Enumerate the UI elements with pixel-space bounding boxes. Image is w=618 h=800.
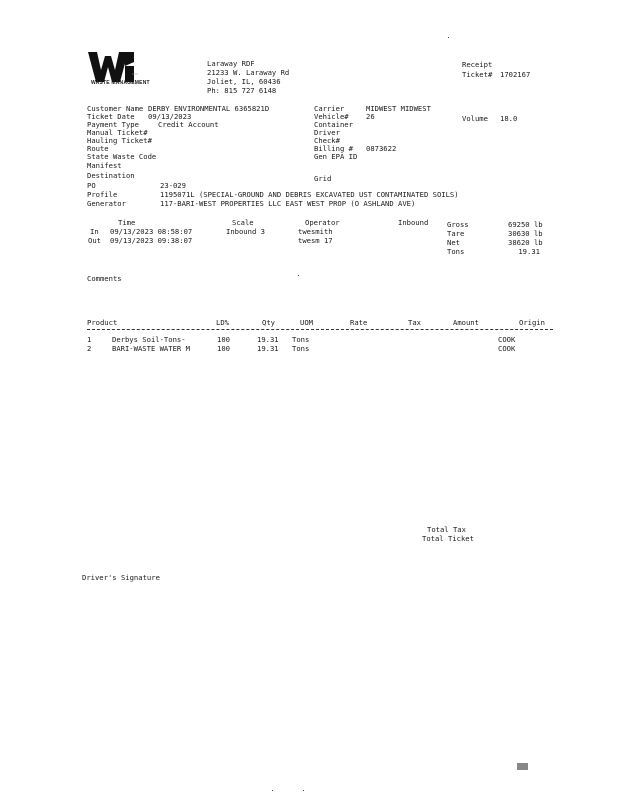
logo-text: WASTE MANAGEMENT — [91, 80, 150, 86]
weigh-header-inbound: Inbound — [398, 218, 429, 227]
scan-speck — [303, 790, 304, 791]
value-vehicle: 26 — [366, 112, 375, 121]
ticket-label: Ticket# — [462, 70, 493, 79]
comments-label: Comments — [87, 274, 122, 283]
waste-management-logo — [88, 52, 138, 82]
weigh-header-operator: Operator — [305, 218, 340, 227]
summary-net-value: 38620 lb — [508, 238, 543, 247]
label-manifest: Manifest — [87, 161, 122, 170]
ticket-number: 1702167 — [500, 70, 531, 79]
product-header-amount: Amount — [453, 318, 479, 327]
weigh-row-time: 09/13/2023 08:58:07 — [110, 227, 193, 236]
driver-signature-label: Driver's Signature — [82, 573, 160, 582]
weigh-row-direction: In — [90, 227, 99, 236]
value-generator: 117-BARI-WEST PROPERTIES LLC EAST WEST PROP (O ASHLAND AVE) — [160, 199, 416, 208]
product-header-product: Product — [87, 318, 118, 327]
product-header-tax: Tax — [408, 318, 421, 327]
label-payment-type: Payment Type — [87, 120, 139, 129]
volume-value: 18.0 — [500, 114, 518, 123]
total-tax-label: Total Tax — [427, 525, 466, 534]
weigh-header-time: Time — [118, 218, 136, 227]
receipt-title: Receipt — [462, 60, 493, 69]
summary-net-label: Net — [447, 238, 460, 247]
summary-gross-value: 69250 lb — [508, 220, 543, 229]
label-check: Check# — [314, 136, 340, 145]
summary-tons-value: 19.31 — [518, 247, 540, 256]
product-row-ld: 100 — [217, 344, 230, 353]
product-row-qty: 19.31 — [257, 335, 279, 344]
product-row-uom: Tons — [292, 335, 310, 344]
header-divider — [87, 329, 553, 330]
value-ticket-date: 09/13/2023 — [148, 112, 192, 121]
label-generator: Generator — [87, 199, 126, 208]
label-state-waste-code: State Waste Code — [87, 152, 157, 161]
weigh-header-scale: Scale — [232, 218, 254, 227]
summary-tons-label: Tons — [447, 247, 465, 256]
label-route: Route — [87, 144, 109, 153]
product-row-origin: COOK — [498, 344, 516, 353]
label-manual-ticket: Manual Ticket# — [87, 128, 148, 137]
scan-speck — [298, 275, 299, 276]
facility-phone: Ph: 815 727 6148 — [207, 86, 277, 95]
volume-label: Volume — [462, 114, 488, 123]
product-header-rate: Rate — [350, 318, 368, 327]
label-customer-name: Customer Name — [87, 104, 144, 113]
label-po: PO — [87, 181, 96, 190]
product-header-origin: Origin — [519, 318, 545, 327]
label-ticket-date: Ticket Date — [87, 112, 135, 121]
product-row-name: BARI-WASTE WATER M — [112, 344, 190, 353]
label-profile: Profile — [87, 190, 118, 199]
label-destination: Destination — [87, 171, 135, 180]
product-row-origin: COOK — [498, 335, 516, 344]
summary-tare-value: 30630 lb — [508, 229, 543, 238]
scan-speck — [448, 37, 449, 38]
facility-address: 21233 W. Laraway Rd — [207, 68, 290, 77]
value-customer-name: DERBY ENVIRONMENTAL 6365821D — [148, 104, 270, 113]
label-billing: Billing # — [314, 144, 353, 153]
summary-tare-label: Tare — [447, 229, 465, 238]
value-payment-type: Credit Account — [158, 120, 219, 129]
summary-gross-label: Gross — [447, 220, 469, 229]
product-row-qty: 19.31 — [257, 344, 279, 353]
product-header-qty: Qty — [262, 318, 275, 327]
product-row-number: 2 — [87, 344, 92, 353]
weigh-row-operator: twesmith — [298, 227, 333, 236]
weigh-row-operator: twesm 17 — [298, 236, 333, 245]
label-hauling-ticket: Hauling Ticket# — [87, 136, 152, 145]
label-container: Container — [314, 120, 353, 129]
label-grid: Grid — [314, 174, 332, 183]
label-driver: Driver — [314, 128, 340, 137]
product-header-ld: LD% — [216, 318, 229, 327]
product-header-uom: UOM — [300, 318, 313, 327]
value-profile: 1195071L (SPECIAL-GROUND AND DEBRIS EXCAVATED UST CONTAMINATED SOILS) — [160, 190, 459, 199]
facility-city: Joliet, IL, 60436 — [207, 77, 281, 86]
label-gen-epa-id: Gen EPA ID — [314, 152, 358, 161]
value-billing: 0873622 — [366, 144, 397, 153]
product-row-name: Derbys Soil-Tons- — [112, 335, 186, 344]
value-po: 23-029 — [160, 181, 186, 190]
label-carrier: Carrier — [314, 104, 345, 113]
page-mark — [517, 763, 528, 770]
label-vehicle: Vehicle# — [314, 112, 349, 121]
weigh-row-time: 09/13/2023 09:38:07 — [110, 236, 193, 245]
weigh-row-scale: Inbound 3 — [226, 227, 265, 236]
total-ticket-label: Total Ticket — [422, 534, 474, 543]
value-carrier: MIDWEST MIDWEST — [366, 104, 431, 113]
product-row-ld: 100 — [217, 335, 230, 344]
weigh-row-direction: Out — [88, 236, 101, 245]
product-row-uom: Tons — [292, 344, 310, 353]
scan-speck — [272, 790, 273, 791]
product-row-number: 1 — [87, 335, 92, 344]
facility-name: Laraway RDF — [207, 59, 255, 68]
